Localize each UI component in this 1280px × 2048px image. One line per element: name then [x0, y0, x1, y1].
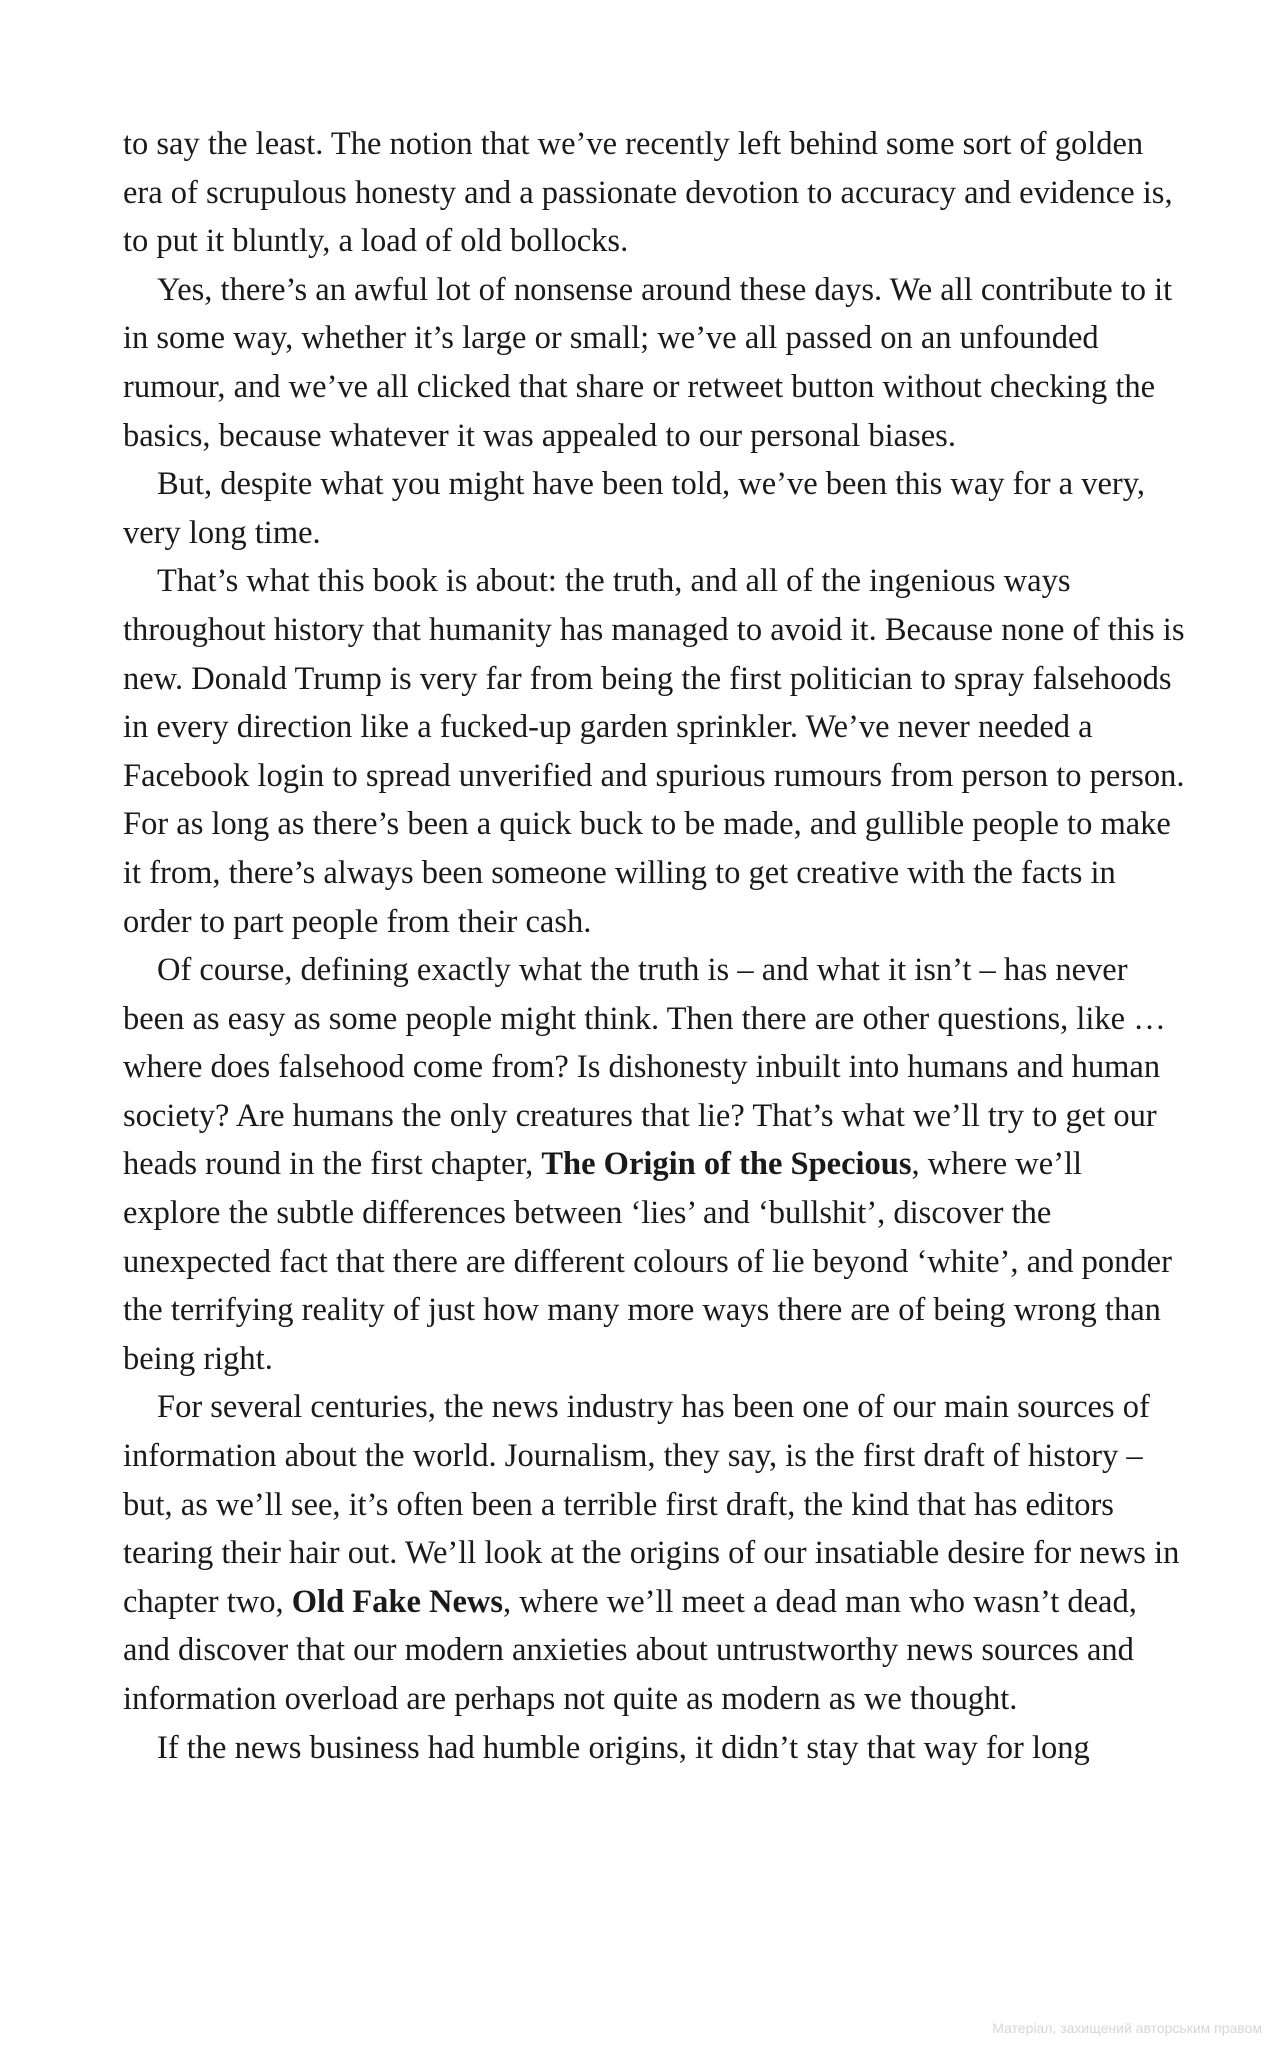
paragraph-4: That’s what this book is about: the truth, and all of the ingenious ways throughout history that humanity has managed to avoid it. Because none of this is new. Donald Trump is very far from being the first politician to spray falsehoods in every direction like a fucked-up garden sprinkler. We’ve never needed a Facebook login to spread unverified and spurious rumours from person to person. For as long as there’s been a quick buck to be made, and gullible people to make it from, there’s always been someone willing to get creative with the facts in order to part people from their cash.	[123, 563, 1185, 940]
paragraph-5	[123, 946, 1187, 1383]
paragraph-6-text-after: , where we’ll meet a dead man who wasn’t dead, and discover that our modern anxieties about untrustworthy news sources and information overload are perhaps not quite as modern as we thought.	[123, 1583, 1137, 1717]
paragraph-2: Yes, there’s an awful lot of nonsense around these days. We all contribute to it in some way, whether it’s large or small; we’ve all passed on an unfounded rumour, and we’ve all clicked that share or retweet button without checking the basics, because whatever it was appealed to our personal biases.	[123, 271, 1173, 454]
paragraph-6-text-before: For several centuries, the news industry has been one of our main sources of information about the world. Journalism, they say, is the first draft of history – but, as we’ll see, it’s often been a terrible first draft, the kind that has editors tearing their hair out. We’ll look at the origins of our insatiable desire for news in chapter two,	[123, 1389, 1180, 1620]
paragraph-5-text-after: , where we’ll explore the subtle differences between ‘lies’ and ‘bullshit’, discover the unexpected fact that there are different colours of lie beyond ‘white’, and ponder the terrifying reality of just how many more ways there are of being wrong than being right.	[123, 1146, 1172, 1377]
paragraph-6	[123, 1383, 1187, 1723]
chapter-title-old-fake-news: Old Fake News	[291, 1583, 504, 1620]
book-page-body	[123, 120, 1187, 1772]
paragraph-1: to say the least. The notion that we’ve recently left behind some sort of golden era of scrupulous honesty and a passionate devotion to accuracy and evidence is, to put it bluntly, a load of old bollocks.	[123, 126, 1173, 260]
paragraph-7: If the news business had humble origins, it didn’t stay that way for long	[157, 1729, 1090, 1766]
chapter-title-origin-of-the-specious: The Origin of the Specious	[541, 1146, 912, 1183]
paragraph-3: But, despite what you might have been told, we’ve been this way for a very, very long time.	[123, 466, 1145, 551]
paragraph-5-text-before: Of course, defining exactly what the truth is – and what it isn’t – has never been as easy as some people might think. Then there are other questions, like … where does falsehood come from? Is dishonesty inbuilt into humans and human society? Are humans the only creatures that lie? That’s what we’ll try to get our heads round in the first chapter,	[123, 952, 1166, 1183]
copyright-watermark: Матеріал, захищений авторським правом	[992, 2020, 1262, 2036]
